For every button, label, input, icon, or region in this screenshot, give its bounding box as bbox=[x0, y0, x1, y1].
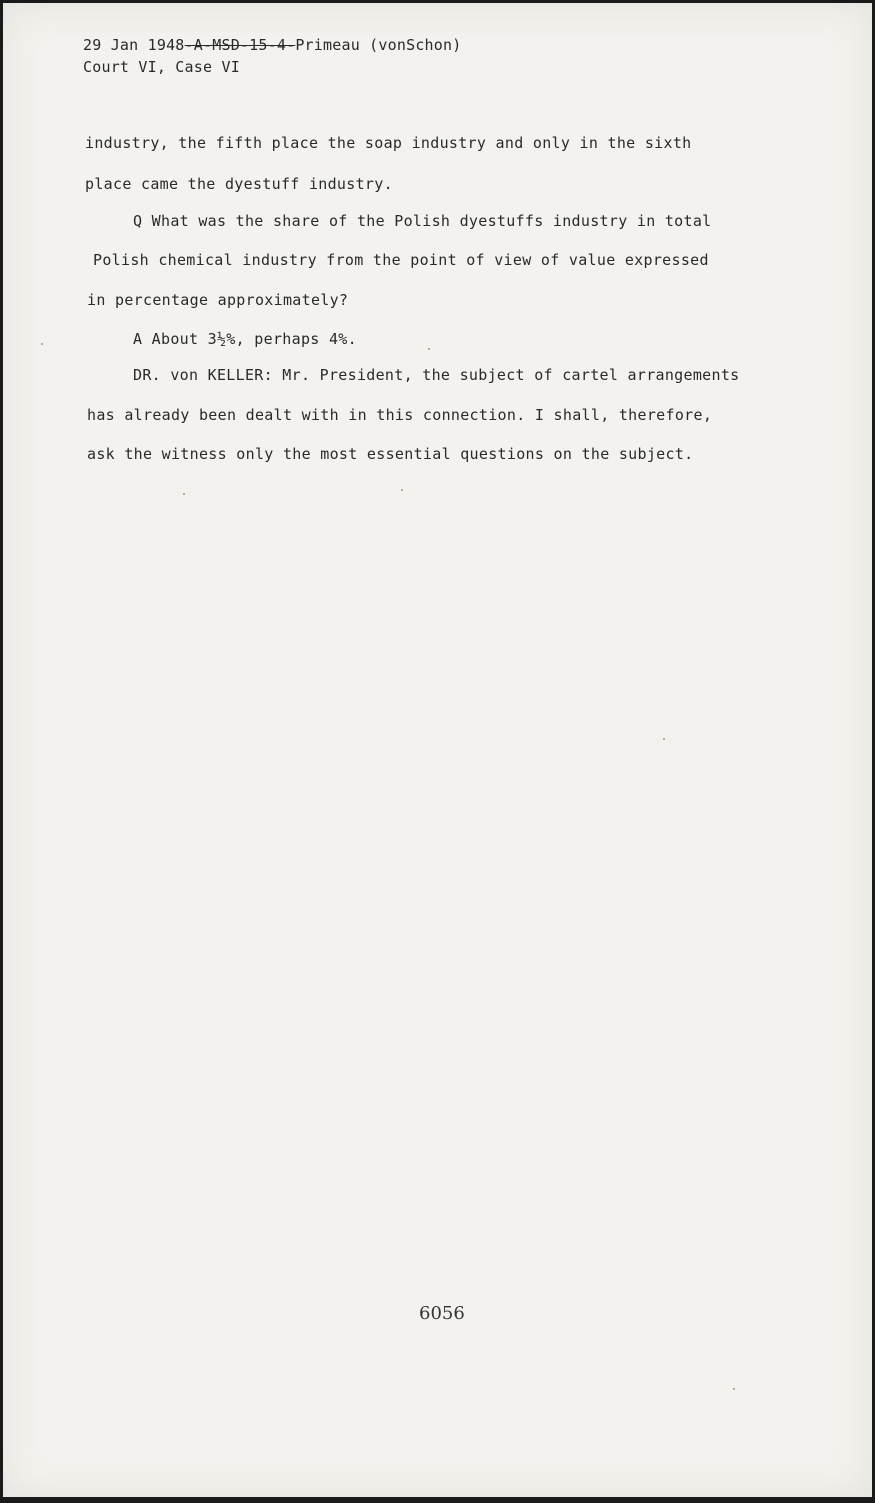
header-names: Primeau (vonSchon) bbox=[295, 36, 462, 54]
body-line: ask the witness only the most essential questions on the subject. bbox=[87, 445, 694, 463]
paper-speck bbox=[183, 493, 185, 495]
answer-line: A About 3½%, perhaps 4%. bbox=[133, 330, 357, 348]
header-date-line bbox=[83, 36, 461, 54]
header-court: Court VI, Case VI bbox=[83, 58, 240, 76]
body-line: has already been dealt with in this connection. I shall, therefore, bbox=[87, 406, 713, 424]
question-line: Q What was the share of the Polish dyestuffs industry in total bbox=[133, 212, 712, 230]
page-number: 6056 bbox=[419, 1303, 465, 1324]
body-line: place came the dyestuff industry. bbox=[85, 175, 393, 193]
header-struck-code: -A-MSD-15-4- bbox=[184, 36, 296, 54]
paper-speck bbox=[401, 489, 403, 491]
paper-speck bbox=[41, 343, 43, 345]
speaker-line: DR. von KELLER: Mr. President, the subject of cartel arrangements bbox=[133, 366, 740, 384]
body-line: industry, the fifth place the soap industry and only in the sixth bbox=[85, 134, 692, 152]
body-line: in percentage approximately? bbox=[87, 291, 349, 309]
body-line: Polish chemical industry from the point of view of value expressed bbox=[93, 251, 709, 269]
header-date: 29 Jan 1948 bbox=[83, 36, 185, 54]
document-page bbox=[3, 3, 872, 1497]
paper-speck bbox=[663, 738, 665, 740]
paper-speck bbox=[733, 1388, 735, 1390]
paper-speck bbox=[428, 348, 430, 350]
